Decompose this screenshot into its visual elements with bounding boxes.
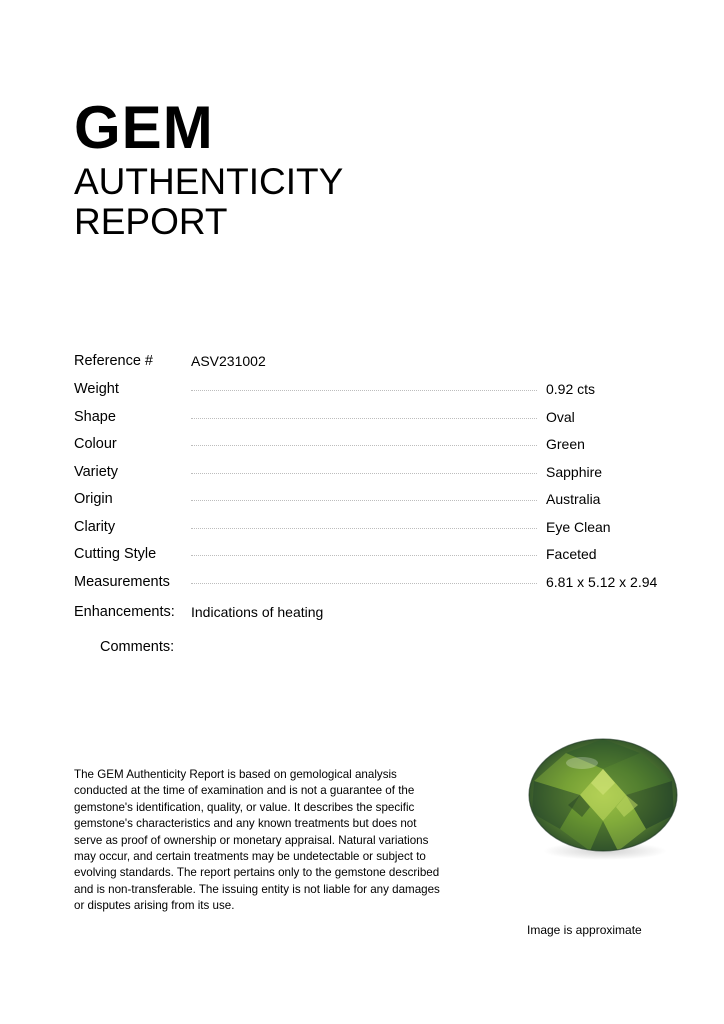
detail-label: Cutting Style <box>74 546 157 562</box>
detail-value: Eye Clean <box>546 518 611 535</box>
dotted-leader <box>191 528 537 529</box>
detail-label: Weight <box>74 381 119 397</box>
dotted-leader <box>191 418 537 419</box>
subtitle-line-2: REPORT <box>74 201 228 242</box>
detail-label: Clarity <box>74 518 116 535</box>
detail-label: Measurements <box>74 573 170 590</box>
detail-value: Oval <box>546 408 575 425</box>
comments-label: Comments: <box>100 639 175 655</box>
detail-rows <box>74 378 674 598</box>
subtitle-line-1: AUTHENTICITY <box>74 161 344 202</box>
report-title: GEM <box>74 94 214 161</box>
detail-label: Shape <box>74 408 116 425</box>
detail-value: 6.81 x 5.12 x 2.94 <box>546 573 658 590</box>
disclaimer-text: The GEM Authenticity Report is based on gemological analysis conducted at the time of examination and is not a guarantee of the gemstone's identification, quality, or value. It describes the specific gemstone's characteristics and any known treatments but does not serve as proof of ownership or monetary appraisal. Natural variations may occur, and certain treatments may be undetectable or subject to evolving standards. The report pertains only to the gemstone described and is non-transferable. The issuing entity is not liable for any damages or disputes arising from its use. <box>74 768 440 913</box>
detail-row-cutting-style <box>74 543 674 571</box>
dotted-leader <box>191 390 537 391</box>
detail-label: Variety <box>74 463 119 480</box>
detail-row-origin <box>74 488 674 516</box>
detail-value: Green <box>546 436 585 452</box>
detail-label: Colour <box>74 436 117 452</box>
image-caption: Image is approximate <box>527 923 642 937</box>
reference-label: Reference # <box>74 353 153 369</box>
reference-value: ASV231002 <box>191 353 266 369</box>
detail-value: Sapphire <box>546 463 603 480</box>
enhancements-value: Indications of heating <box>191 604 324 620</box>
detail-value: 0.92 cts <box>546 381 596 397</box>
detail-label: Origin <box>74 491 113 507</box>
detail-row-colour <box>74 433 674 461</box>
dotted-leader <box>191 555 537 556</box>
dotted-leader <box>191 583 537 584</box>
detail-row-shape <box>74 406 674 434</box>
gemstone-image <box>520 733 686 865</box>
dotted-leader <box>191 500 537 501</box>
detail-row-clarity <box>74 516 674 544</box>
enhancements-label: Enhancements: <box>74 604 175 620</box>
detail-row-measurements <box>74 571 674 599</box>
detail-value: Australia <box>546 491 601 507</box>
dotted-leader <box>191 445 537 446</box>
detail-row-weight <box>74 378 674 406</box>
detail-value: Faceted <box>546 546 597 562</box>
detail-row-variety <box>74 461 674 489</box>
report-subtitle <box>74 162 343 242</box>
dotted-leader <box>191 473 537 474</box>
gem-highlight <box>566 757 598 769</box>
